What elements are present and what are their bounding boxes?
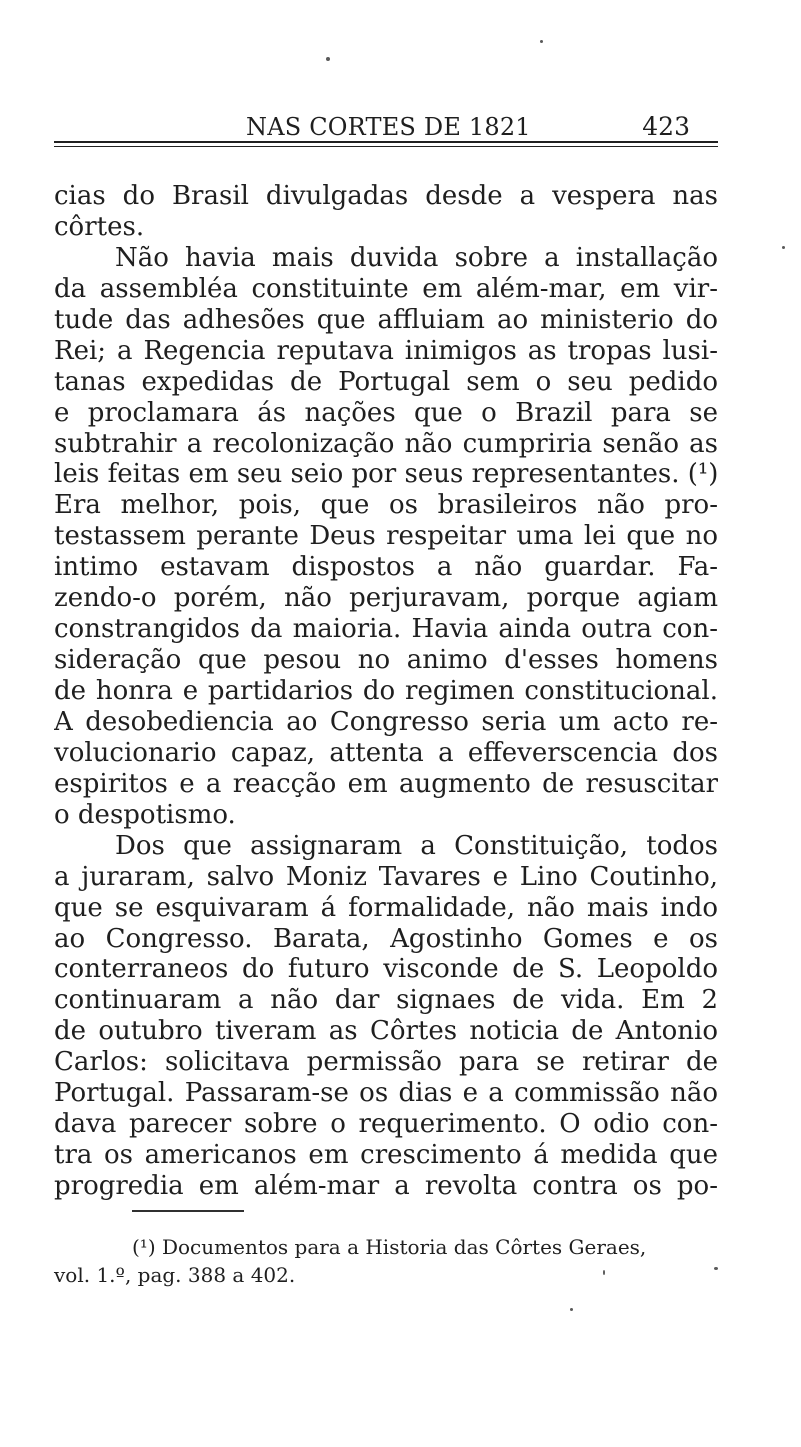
text-line: zendo-o porém, não perjuravam, porque agiam	[54, 583, 718, 614]
header-rule-top	[54, 141, 718, 143]
print-speck	[570, 1308, 573, 1311]
text-line: e proclamara ás nações que o Brazil para se	[54, 397, 718, 428]
text-line: A desobediencia ao Congresso seria um acto re-	[54, 706, 718, 737]
body-text	[54, 181, 718, 1202]
page-number: 423	[642, 112, 690, 141]
text-line: tra os americanos em crescimento á medida que	[54, 1140, 718, 1171]
text-line: Carlos: solicitava permissão para se retirar de	[54, 1047, 718, 1078]
text-line: leis feitas em seu seio por seus representantes. (¹)	[54, 459, 718, 490]
text-line: da assembléa constituinte em além-mar, em vir-	[54, 273, 718, 304]
running-title: NAS CORTES DE 1821	[246, 113, 531, 141]
text-line: ao Congresso. Barata, Agostinho Gomes e os	[54, 923, 718, 954]
text-line: Rei; a Regencia reputava inimigos as tropas lusi-	[54, 335, 718, 366]
text-line: côrtes.	[54, 211, 145, 242]
text-line: continuaram a não dar signaes de vida. Em 2	[54, 985, 718, 1016]
page-header	[54, 108, 718, 148]
text-line: a juraram, salvo Moniz Tavares e Lino Coutinho,	[54, 861, 718, 892]
text-line: Não havia mais duvida sobre a installação	[115, 242, 718, 273]
text-line: que se esquivaram á formalidade, não mais indo	[54, 892, 718, 923]
text-line: de outubro tiveram as Côrtes noticia de Antonio	[54, 1016, 718, 1047]
print-speck	[714, 1267, 718, 1270]
footnote-separator	[132, 1210, 244, 1212]
text-line: volucionario capaz, attenta a effeverscencia dos	[54, 737, 718, 768]
text-line: dava parecer sobre o requerimento. O odio con-	[54, 1109, 718, 1140]
text-line: o despotismo.	[54, 799, 236, 830]
footnote-line: vol. 1.º, pag. 388 a 402.	[54, 1263, 296, 1287]
text-line: Dos que assignaram a Constituição, todos	[115, 830, 718, 861]
text-line: Portugal. Passaram-se os dias e a commissão não	[54, 1078, 718, 1109]
footnote	[54, 1233, 718, 1289]
text-line: progredia em além-mar a revolta contra os po-	[54, 1171, 718, 1201]
print-speck	[326, 57, 330, 61]
text-line: testassem perante Deus respeitar uma lei que no	[54, 521, 718, 552]
text-line: conterraneos do futuro visconde de S. Leopoldo	[54, 954, 718, 985]
text-line: subtrahir a recolonização não cumpriria senão as	[54, 428, 718, 459]
text-line: de honra e partidarios do regimen constitucional.	[54, 676, 718, 706]
print-speck	[540, 40, 543, 43]
print-speck	[782, 246, 785, 249]
print-speck	[603, 1270, 605, 1275]
text-line: constrangidos da maioria. Havia ainda outra con-	[54, 614, 718, 645]
text-line: tanas expedidas de Portugal sem o seu pedido	[54, 366, 718, 397]
text-line: Era melhor, pois, que os brasileiros não pro-	[54, 490, 718, 521]
text-line: cias do Brasil divulgadas desde a vespera nas	[54, 181, 718, 211]
text-line: espiritos e a reacção em augmento de resuscitar	[54, 768, 718, 799]
text-line: intimo estavam dispostos a não guardar. Fa-	[54, 552, 718, 583]
footnote-line: (¹) Documentos para a Historia das Côrtes Geraes,	[132, 1235, 647, 1259]
text-line: sideração que pesou no animo d'esses homens	[54, 645, 718, 676]
header-rule-bottom	[54, 146, 718, 147]
text-line: tude das adhesões que affluiam ao ministerio do	[54, 304, 718, 335]
